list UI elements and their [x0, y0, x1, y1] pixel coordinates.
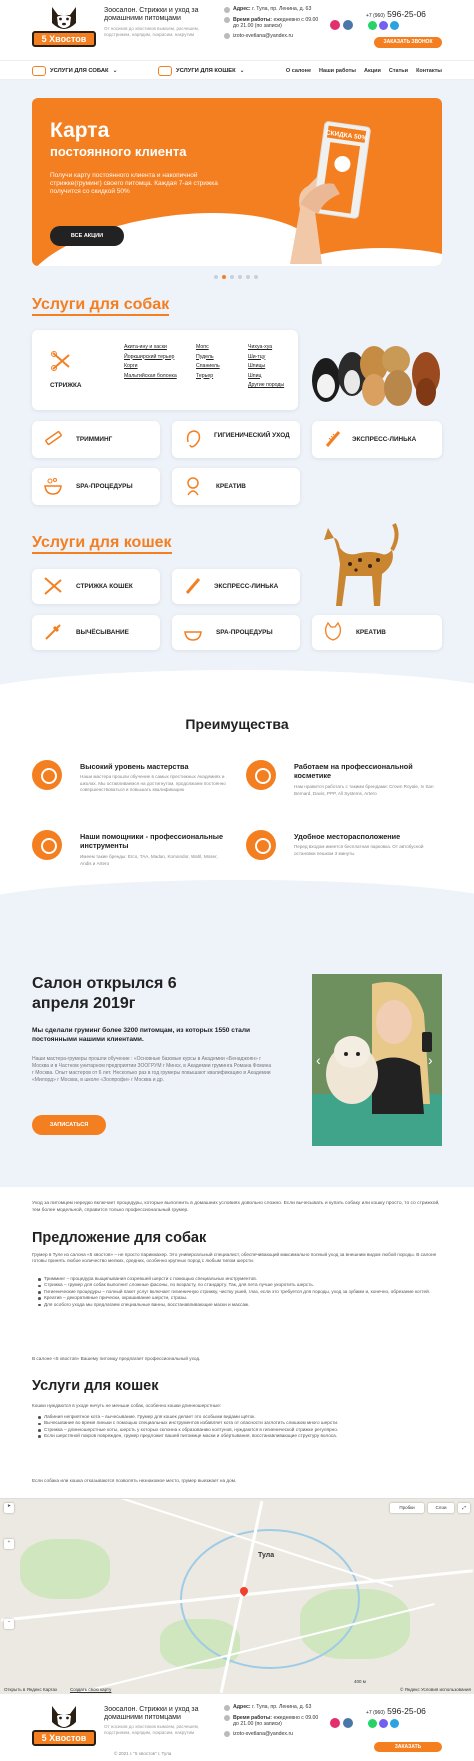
phone-prefix: +7 (960): [366, 1710, 385, 1716]
slider-dot[interactable]: [246, 275, 250, 279]
advantage-text: Нам нравится работать с такими брендами: Crown Royale, Iv San Bernard, Davis, PPP, All Systems, Artero: [294, 784, 434, 796]
nav-links: [286, 68, 442, 74]
list-item: Лабиния неприятное кота – вычесывание. Грумер для кошек делает это особыми видами щёток.: [38, 1414, 442, 1420]
all-promos-button[interactable]: ВСЕ АКЦИИ: [50, 226, 124, 246]
footer-call-button[interactable]: ЗАКАЗАТЬ: [374, 1742, 442, 1752]
viber-icon[interactable]: [379, 1719, 388, 1728]
slogan-sub: От носиков до хвостиков вымоем, расчешем, подстрижем, нарядим, покрасим, накрутим: [104, 26, 200, 37]
header: [0, 0, 474, 58]
phone[interactable]: [366, 9, 426, 19]
address: г. Тула, пр. Ленина, д. 63: [252, 1704, 312, 1710]
creative-card-label: КРЕАТИВ: [216, 483, 246, 490]
whatsapp-icon[interactable]: [368, 21, 377, 30]
viber-icon[interactable]: [379, 21, 388, 30]
email-link[interactable]: izoto-svetlana@yandex.ru: [233, 1730, 294, 1737]
advantages-title: Преимущества: [185, 716, 289, 732]
footer-messengers: [368, 1719, 399, 1728]
grooming-card[interactable]: [32, 330, 298, 410]
logo-text: 5 Хвостов: [32, 31, 96, 47]
open-in-yandex-link[interactable]: Открыть в Яндекс Картах: [4, 1687, 58, 1692]
location-pin-icon: [246, 830, 276, 860]
husky-logo-icon: [48, 1704, 80, 1732]
dogs-offer-intro: Грумер в Туле из салона «5 хвостов» – не просто парикмахер. Это универсальный специалист, обеспечивающий максимально полный уход за внешним видом любой породы. В салоне готовы принять любое количество мелких, средних, особенно крупных пород с любым типом шерсти.: [32, 1252, 437, 1264]
breed-link[interactable]: Терьер: [196, 372, 214, 379]
nav-cat-services-label: УСЛУГИ ДЛЯ КОШЕК: [176, 68, 236, 74]
slider-dot[interactable]: [230, 275, 234, 279]
cats-offer-intro: Кошки нуждаются в уходе ничуть не меньше собак, особенно кошки длинношерстные:: [32, 1403, 222, 1408]
creative-card[interactable]: [172, 468, 300, 505]
spa-card-label: SPA-ПРОЦЕДУРЫ: [76, 483, 133, 490]
geolocation-icon[interactable]: ➤: [4, 1503, 14, 1513]
breed-link[interactable]: Шпицы: [248, 363, 266, 369]
phone-prefix: +7 (960): [366, 13, 385, 19]
list-item: Стрижка – длинношерстные коты, шерсть у которых склонна к образованию колтунов, нуждаются в гигиенической стрижке регулярно.: [38, 1427, 442, 1433]
list-item: Стрижка – грумер для собак выполнит сложные фасоны, по возрасту, по стандарту. Так, для лета лучше укоротить шерсть.: [38, 1282, 442, 1288]
trimmer-icon: [42, 428, 64, 450]
hours-label: Время работы:: [233, 1714, 273, 1721]
intro-text: Уход за питомцем нередко включает процедуры, которые выполнить в домашних условиях довольно сложно. Если вычесывать и купать собаку или кошку просто, то со стрижкой, тем более модельной, справится только профессиональный грумер.: [32, 1201, 440, 1213]
trimming-card[interactable]: [32, 421, 160, 458]
breed-link[interactable]: Пудель: [196, 353, 214, 360]
dogs-photo: [308, 328, 444, 412]
bath-icon: [42, 475, 64, 497]
nav-link-contacts[interactable]: Контакты: [416, 68, 442, 74]
list-item: Вычесывание во время линьки с помощью специальных инструментов избавляет кота от опасности заглотить слишком много шерсти.: [38, 1420, 442, 1426]
hero-subtitle: постоянного клиента: [50, 144, 187, 159]
chevron-down-icon: ⌄: [239, 68, 245, 74]
messengers: [368, 21, 399, 30]
advantage-title: Высокий уровень мастерства: [80, 762, 189, 771]
dog-icon: [32, 66, 46, 76]
ear-icon: [182, 428, 204, 450]
location-icon: [224, 1705, 230, 1711]
cats-offer-title: Услуги для кошек: [32, 1378, 159, 1394]
cat-face-icon: [322, 621, 344, 643]
cat-photo: [316, 520, 400, 608]
hygiene-card[interactable]: [172, 421, 300, 458]
brush-icon: [42, 621, 64, 643]
whatsapp-icon[interactable]: [368, 1719, 377, 1728]
mail-icon: [224, 1731, 230, 1737]
main-nav: [0, 60, 474, 80]
instagram-icon[interactable]: [330, 1718, 340, 1728]
logo[interactable]: [30, 5, 98, 49]
trimming-card-label: ТРИММИНГ: [76, 436, 113, 443]
salon-lead: Мы сделали груминг более 3200 питомцам, из которых 1550 стали постоянными нашими клиентами.: [32, 1027, 251, 1043]
zoom-in-icon[interactable]: +: [4, 1539, 14, 1549]
prev-photo-arrow-icon[interactable]: ‹: [316, 1052, 321, 1068]
breed-link[interactable]: Акита-ину и хаски: [124, 344, 167, 350]
grooming-card-label: СТРИЖКА: [50, 382, 82, 389]
breed-link[interactable]: Мальтийская болонка: [124, 372, 177, 379]
vk-icon[interactable]: [343, 20, 353, 30]
instagram-icon[interactable]: [330, 20, 340, 30]
nav-link-works[interactable]: Наши работы: [319, 68, 356, 74]
dogs-offer-list: [38, 1276, 442, 1308]
sign-up-button[interactable]: ЗАПИСАТЬСЯ: [32, 1115, 106, 1135]
salon-title: Салон открылся 6 апреля 2019г: [32, 975, 177, 1012]
traffic-label: Пробки: [399, 1505, 415, 1510]
address-label: Адрес:: [233, 6, 251, 12]
phone-number: 596-25-06: [387, 9, 426, 19]
advantage-text: Перед входом имеется бесплатная парковка. От автобусной остановки пешком 3 минуты: [294, 844, 424, 856]
nav-dog-services[interactable]: [32, 66, 117, 76]
advantage-title: Работаем на профессиональной косметике: [294, 762, 413, 780]
cat-haircut-card-label: СТРИЖКА КОШЕК: [76, 583, 133, 590]
telegram-icon[interactable]: [390, 21, 399, 30]
cats-offer-outro: Если собака или кошка отказываются позволять незнакомое место, грумер выезжает на дом.: [32, 1478, 237, 1483]
express-shedding-card[interactable]: [312, 421, 442, 458]
map-scale: 400 м: [354, 1679, 366, 1684]
salon-text: Наши мастера-грумеры прошли обучение : «Основные базовые курсы в Академии «Бенаджоян» г Москва и в Частном унитарном предприятии ЗООГРУМ г Минск, в Академии груминга Романа Фомина г Москва. Опыт мастеров от 6 лет. Несколько раз в год грумеры повышают квалификацию в Академии «Милорд» г Москва, в школе «Зоопрофи» г Москва и др.: [32, 1056, 272, 1083]
hours: ежедневно с 09.00 до 21.00 (по записи): [233, 16, 319, 29]
footer-social-links: [330, 1718, 353, 1728]
dogs-offer-title: Предложение для собак: [32, 1230, 207, 1246]
poodle-icon: [182, 475, 204, 497]
bath-icon: [182, 621, 204, 643]
advantage-text: Имеем такие бренды: Erco, TAA, Madan, Komondor, Wahl, Moser, Andis и Artero: [80, 854, 218, 866]
footer-logo[interactable]: [30, 1704, 98, 1748]
nav-dog-services-label: УСЛУГИ ДЛЯ СОБАК: [50, 68, 109, 74]
clock-icon: [224, 17, 230, 23]
nav-link-about[interactable]: О салоне: [285, 68, 312, 74]
breed-list: [124, 344, 304, 388]
slider-dot[interactable]: [238, 275, 242, 279]
list-item: Креатив – декоративные прически, окрашивание шерсти, стразы.: [38, 1295, 442, 1301]
map-terms: © Яндекс Условия использования: [400, 1687, 471, 1692]
scissors-icon: [42, 575, 64, 597]
medal-icon: [32, 760, 62, 790]
breed-link[interactable]: Корги: [124, 363, 138, 369]
footer-slogan-sub: От носиков до хвостиков вымоем, расчешем, подстрижем, нарядим, покрасим, накрутим: [104, 1724, 200, 1735]
husky-logo-icon: [48, 5, 80, 33]
cat-spa-card-label: SPA-ПРОЦЕДУРЫ: [216, 629, 273, 636]
footer-phone[interactable]: [366, 1706, 426, 1716]
breed-link[interactable]: Ши-тцу: [248, 353, 266, 360]
phone-number: 596-25-06: [387, 1706, 426, 1716]
copyright: © 2021 г. "5 хвостов" г. Тула: [114, 1751, 172, 1756]
clock-icon: [224, 1715, 230, 1721]
vk-icon[interactable]: [343, 1718, 353, 1728]
cat-haircut-card[interactable]: [32, 569, 160, 604]
fullscreen-icon[interactable]: ⤢: [458, 1503, 470, 1513]
tools-icon: [32, 830, 62, 860]
salon-photo: [312, 974, 442, 1146]
advantage-title: Наши помощники - профессиональные инструменты: [80, 832, 224, 850]
slider-dots: [214, 275, 258, 279]
cat-icon: [158, 66, 172, 76]
nav-link-promo[interactable]: Акции: [364, 68, 381, 74]
layers-button[interactable]: [428, 1503, 454, 1513]
nav-cat-services[interactable]: [158, 66, 245, 76]
address-label: Адрес:: [233, 1704, 251, 1710]
create-map-link[interactable]: Создать свою карту: [70, 1687, 112, 1692]
hygiene-card-label: ГИГИЕНИЧЕСКИЙ УХОД: [214, 432, 290, 439]
express-shedding-card-label: ЭКСПРЕСС-ЛИНЬКА: [352, 436, 417, 443]
hours: ежедневно с 09.00 до 21.00 (по записи): [233, 1714, 319, 1727]
brushing-card-label: ВЫЧЁСЫВАНИЕ: [76, 629, 129, 636]
scissors-icon: [50, 350, 72, 372]
mail-icon: [224, 33, 230, 39]
breed-link-other[interactable]: Другие породы: [248, 382, 285, 388]
cat-spa-card[interactable]: [172, 615, 300, 650]
groomer-with-poodle-image: [312, 974, 442, 1146]
list-item: Тримминг – процедура выщипывания созревшей шерсти с помощью специальных инструментов.: [38, 1276, 442, 1282]
list-item: Для особого ухода мы предлагаем специальные ванны, восстанавливающие маски и массаж.: [38, 1302, 442, 1308]
comb-icon: [182, 575, 204, 597]
cat-services-title: Услуги для кошек: [32, 534, 172, 554]
breed-link[interactable]: Шпиц: [248, 372, 262, 379]
cat-creative-card-label: КРЕАТИВ: [356, 629, 386, 636]
footer-contacts: [224, 1704, 324, 1741]
dog-services-title: Услуги для собак: [32, 296, 169, 316]
list-item: Если шерстяной покров поврежден, грумер предложит вашей питомице маски и обертывания, восстанавливающие структуру волоса.: [38, 1433, 442, 1439]
cat-express-shedding-card[interactable]: [172, 569, 300, 604]
logo-text: 5 Хвостов: [32, 1730, 96, 1746]
breed-link[interactable]: Йоркширский терьер: [124, 353, 175, 360]
cosmetics-icon: [246, 760, 276, 790]
comb-icon: [322, 428, 344, 450]
footer: [0, 1694, 474, 1761]
cat-express-shedding-card-label: ЭКСПРЕСС-ЛИНЬКА: [214, 583, 279, 590]
hero-card-text: СКИДКА 50%: [325, 129, 368, 143]
spa-card[interactable]: [32, 468, 160, 505]
dogs-offer-outro: В салоне «5 хвостов» Вашему питомцу предлагает профессиональный уход.: [32, 1356, 201, 1361]
advantage-text: Наши мастера прошли обучение в самых престижных Академиях и школах. Мы оставливаемся на достигнутом, продолжаем постоянно совершенствоваться и повышать квалификацию: [80, 774, 226, 792]
chevron-down-icon: ⌄: [112, 68, 118, 74]
list-item: Гигиенические процедуры – полный пакет услуг включает гигиеничную стрижку, чистку ушей, глаз, если это требуется для породы, уход за зубами и, конечно, обрезание когтей.: [38, 1289, 442, 1295]
cat-creative-card[interactable]: [312, 615, 442, 650]
slider-dot[interactable]: [254, 275, 258, 279]
hand-with-card-image: [270, 114, 390, 264]
cats-offer-list: [38, 1414, 442, 1440]
nav-link-articles[interactable]: Статьи: [388, 68, 409, 74]
footer-slogan: Зоосалон. Стрижки и уход за домашними питомцами: [104, 1706, 199, 1721]
slider-dot[interactable]: [222, 275, 226, 279]
breed-link[interactable]: Спаниель: [196, 363, 220, 369]
breed-link[interactable]: Мопс: [196, 344, 209, 350]
brushing-card[interactable]: [32, 615, 160, 650]
next-photo-arrow-icon[interactable]: ›: [428, 1052, 433, 1068]
hero-banner: [32, 98, 442, 266]
map-city-label: Тула: [258, 1552, 275, 1559]
telegram-icon[interactable]: [390, 1719, 399, 1728]
hours-label: Время работы:: [233, 16, 273, 23]
traffic-button[interactable]: [390, 1503, 424, 1513]
social-links: [330, 20, 353, 30]
zoom-out-icon[interactable]: −: [4, 1619, 14, 1629]
layers-label: Слои: [435, 1505, 447, 1510]
location-icon: [224, 7, 230, 13]
call-request-button[interactable]: ЗАКАЗАТЬ ЗВОНОК: [374, 37, 442, 48]
breed-link[interactable]: Чихуа-хуа: [248, 344, 273, 350]
email-link[interactable]: izoto-svetlana@yandex.ru: [233, 32, 294, 39]
slider-dot[interactable]: [214, 275, 218, 279]
slogan: Зоосалон. Стрижки и уход за домашними питомцами: [104, 7, 199, 22]
yandex-map[interactable]: [0, 1498, 474, 1694]
address: г. Тула, пр. Ленина, д. 63: [252, 6, 312, 12]
hero-text: Получи карту постоянного клиента и накопичной стрижке(груминг) своего питомца. Каждая 7-ая стрижка получится со скидкой 50%: [50, 172, 218, 195]
advantage-title: Удобное месторасположение: [294, 832, 401, 841]
hero-title: Карта: [50, 119, 110, 142]
contacts: [224, 6, 324, 43]
